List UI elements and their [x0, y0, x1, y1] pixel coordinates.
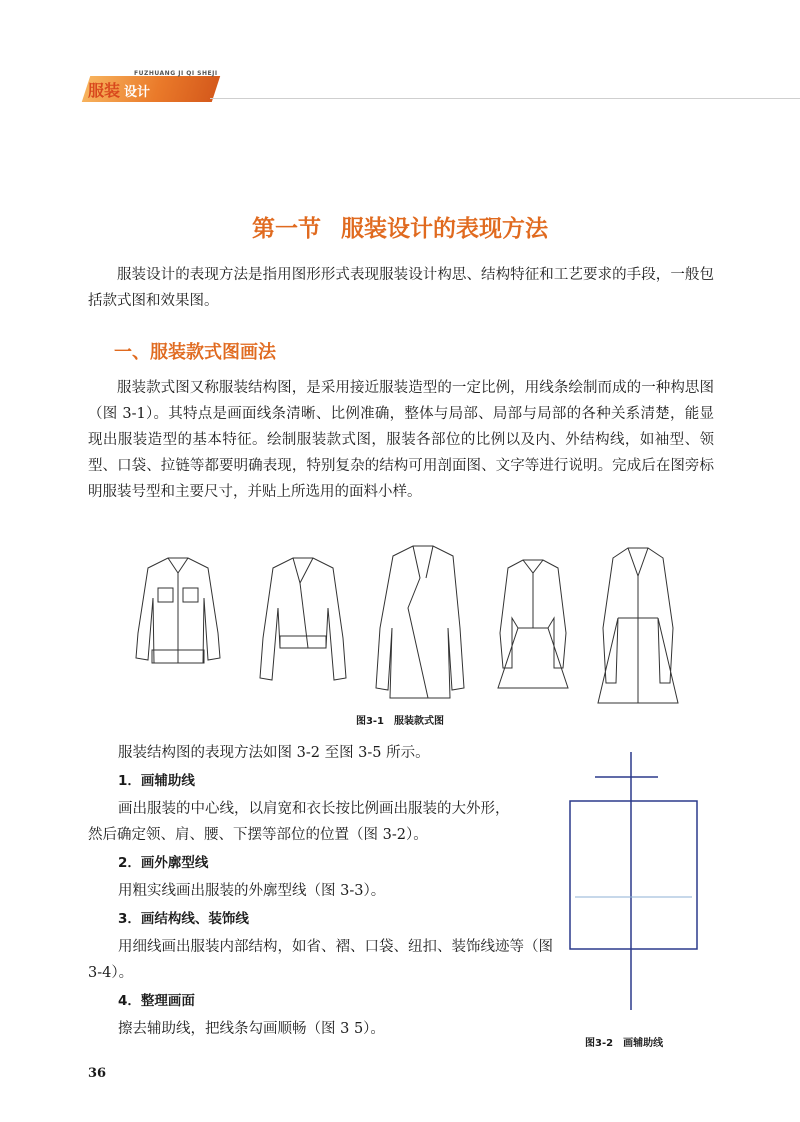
step1-heading: 1．画辅助线	[118, 773, 195, 789]
sketch-jacket-1	[136, 558, 220, 663]
sketch-coat-5	[598, 548, 678, 703]
steps-intro: 服装结构图的表现方法如图 3-2 至图 3-5 所示。	[118, 745, 430, 761]
page-header	[0, 0, 800, 110]
step4-text: 擦去辅助线，把线条勾画顺畅（图 3 5）。	[118, 1021, 385, 1037]
subsection-title: 一、服装款式图画法	[114, 342, 276, 363]
page-number: 36	[88, 1066, 107, 1081]
header-logo	[88, 78, 150, 101]
style-paragraph: 服装款式图又称服装结构图，是采用接近服装造型的一定比例，用线条绘制而成的一种构思图（图 3-1）。其特点是画面线条清晰、比例准确，整体与局部、局部与局部的各种关系清楚，能显现出服装造型的基本特征。绘制服装款式图，服装各部位的比例以及内、外结构线，如袖型、领型、口袋、拉链等都要明确表现，特别复杂的结构可用剖面图、文字等进行说明。完成后在图旁标明服装号型和主要尺寸，并贴上所选用的面料小样。	[88, 380, 714, 500]
header-logo-part1: 服装	[88, 81, 121, 100]
header-pinyin: FUZHUANG JI QI SHEJI	[134, 70, 218, 77]
figure-garment-sketches	[108, 538, 708, 708]
step4-heading: 4．整理画面	[118, 993, 195, 1009]
sketch-jacket-2	[260, 558, 346, 680]
header-rule	[210, 98, 800, 99]
figure2-caption: 图3-2 画辅助线	[585, 1038, 664, 1049]
step3-text-line1: 用细线画出服装内部结构，如省、褶、口袋、纽扣、装饰线迹等（图	[118, 939, 553, 955]
step1-text-line2: 然后确定领、肩、腰、下摆等部位的位置（图 3-2）。	[88, 827, 428, 843]
section-title-text: 服装设计的表现方法	[341, 216, 548, 242]
figure-auxiliary-lines	[565, 752, 705, 1014]
header-logo-part2: 设计	[124, 85, 151, 100]
step3-text-line2: 3-4）。	[88, 965, 134, 981]
step3-heading: 3．画结构线、装饰线	[118, 911, 249, 927]
figure1-caption: 图3-1 服装款式图	[355, 716, 445, 727]
step2-heading: 2．画外廓型线	[118, 855, 209, 871]
section-number: 第一节	[252, 216, 321, 242]
sketch-dress-4	[498, 560, 568, 688]
aux-outline-rect	[570, 801, 697, 949]
intro-paragraph: 服装设计的表现方法是指用图形形式表现服装设计构思、结构特征和工艺要求的手段，一般包括款式图和效果图。	[88, 267, 714, 309]
step1-text-line1: 画出服装的中心线，以肩宽和衣长按比例画出服装的大外形，	[118, 801, 510, 817]
step2-text: 用粗实线画出服装的外廓型线（图 3-3）。	[118, 883, 386, 899]
sketch-coat-3	[376, 546, 464, 698]
section-title	[0, 210, 800, 243]
